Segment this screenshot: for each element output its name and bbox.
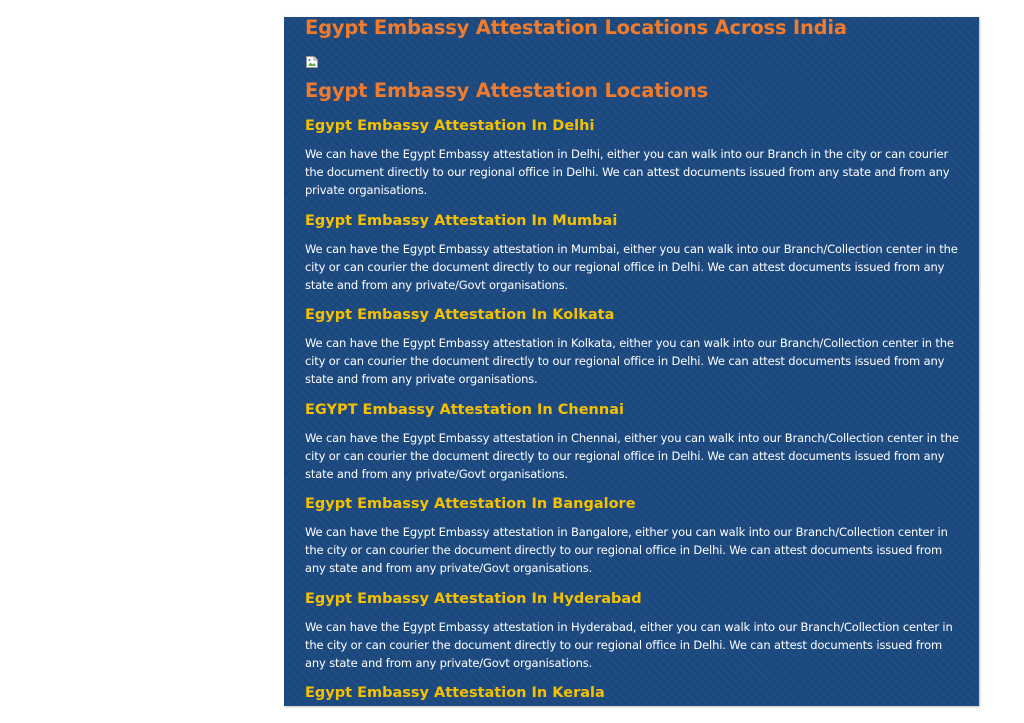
city-heading: Egypt Embassy Attestation In Bangalore: [305, 496, 636, 512]
city-description: We can have the Egypt Embassy attestation in Chennai, either you can walk into our Branch/Collection center in the city or can courier the document directly to our regional office in Delhi. We can attest documents issued from any state and from any private/Govt organisations.: [305, 430, 959, 481]
city-description: We can have the Egypt Embassy attestation in Bangalore, either you can walk into our Branch/Collection center in the city or can courier the document directly to our regional office in Delhi. We can attest documents issued from any state and from any private/Govt organisations.: [305, 525, 948, 575]
city-section-kerala: [305, 684, 960, 706]
document-page: [284, 17, 979, 706]
page-title: Egypt Embassy Attestation Locations Across India: [305, 17, 847, 39]
city-section-kolkata: [305, 306, 960, 401]
city-section-delhi: [305, 117, 960, 212]
city-heading: Egypt Embassy Attestation In Kerala: [305, 685, 605, 701]
city-heading: Egypt Embassy Attestation In Kolkata: [305, 307, 615, 323]
city-description: We can have the Egypt Embassy attestation in Mumbai, either you can walk into our Branch/Collection center in the city or can courier the document directly to our regional office in Delhi. We can attest documents issued from any state and from any private/Govt organisations.: [305, 241, 958, 292]
city-description: We can have the Egypt Embassy attestation in Kolkata, either you can walk into our Branch/Collection center in the city or can courier the document directly to our regional office in Delhi. We can attest documents issued from any state and from any private organisations.: [305, 336, 954, 386]
document-content: [305, 17, 960, 701]
city-section-chennai: [305, 401, 960, 496]
city-heading: Egypt Embassy Attestation In Mumbai: [305, 212, 618, 229]
city-description: We can have the Egypt Embassy attestation in Delhi, either you can walk into our Branch in the city or can courier the document directly to our regional office in Delhi. We can attest documents issued from any state and from any private organisations.: [305, 147, 950, 197]
city-heading: Egypt Embassy Attestation In Delhi: [305, 118, 595, 134]
city-heading: Egypt Embassy Attestation In Hyderabad: [305, 590, 642, 607]
city-list: [305, 117, 960, 706]
city-section-hyderabad: [305, 590, 960, 685]
city-section-bangalore: [305, 495, 960, 590]
city-heading: EGYPT Embassy Attestation In Chennai: [305, 401, 624, 418]
city-section-mumbai: [305, 212, 960, 307]
broken-image-icon: [305, 54, 319, 68]
section-title: Egypt Embassy Attestation Locations: [305, 79, 709, 102]
city-description: We can have the Egypt Embassy attestation in Hyderabad, either you can walk into our Branch/Collection center in the city or can courier the document directly to our regional office in Delhi. We can attest documents issued from any state and from any private/Govt organisations.: [305, 619, 953, 670]
